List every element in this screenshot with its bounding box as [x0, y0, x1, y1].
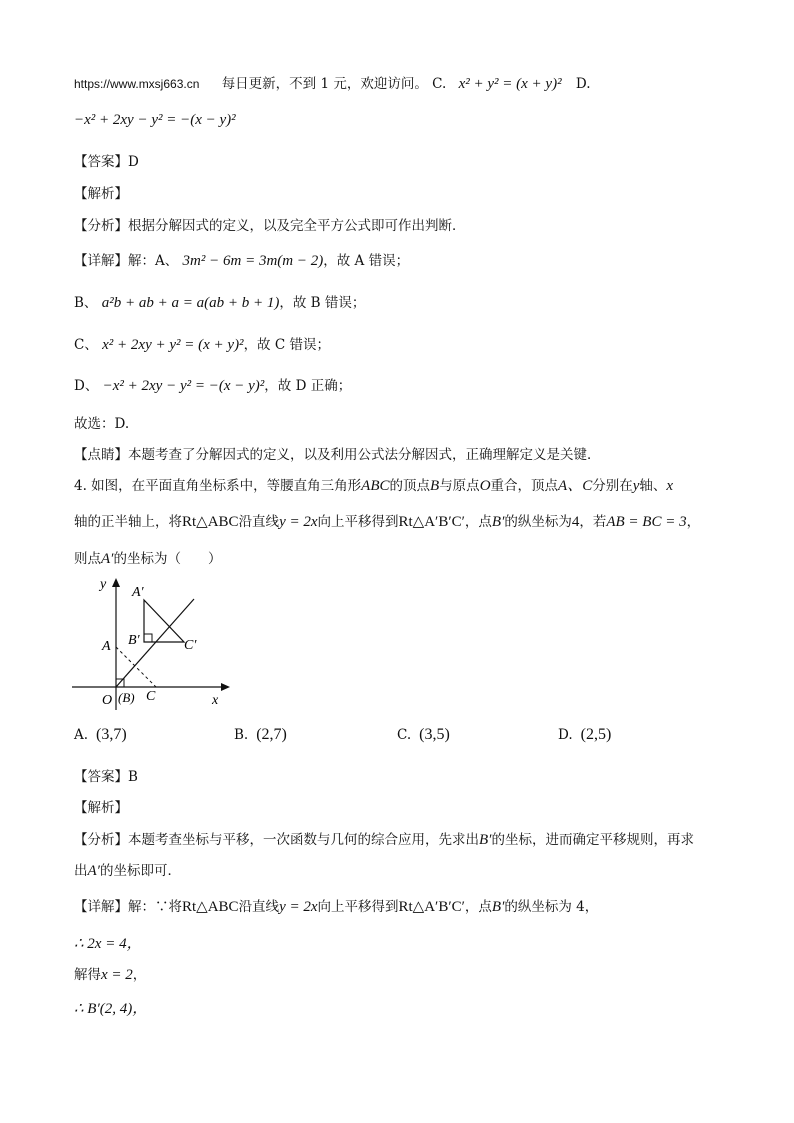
fenxi-tag: 【分析】: [74, 832, 128, 848]
tail-b: ，故 B 错误；: [279, 295, 366, 311]
dianjing-text: 本题考查了分解因式的定义，以及利用公式法分解因式，正确理解定义是关键．: [128, 447, 601, 463]
q3-detail-d: [74, 374, 351, 395]
fenxi-tag: 【分析】: [74, 218, 128, 234]
tail-c: ，故 C 错误；: [243, 337, 330, 353]
stem-text: ，: [686, 514, 701, 530]
site-url: https://www.mxsj663.cn: [74, 77, 200, 91]
line-equation: y = 2x: [279, 899, 318, 915]
header-line: [74, 72, 591, 93]
option-c-expr: x² + y² = (x + y)²: [458, 76, 562, 92]
detail-text: 沿直线: [238, 899, 280, 915]
q4-analysis-tag: [74, 796, 128, 816]
q4-step1: [74, 932, 142, 953]
dianjing-tag: 【点睛】: [74, 447, 128, 463]
q4-answer: [74, 765, 138, 785]
expr-b: a²b + ab + a = a(ab + b + 1): [101, 295, 280, 311]
option-value: (3,5): [419, 726, 450, 743]
option-c-label: C.: [432, 76, 447, 92]
value-four: 4: [571, 514, 580, 530]
option-d-label: D.: [575, 76, 591, 92]
tail-d: ，故 D 正确；: [264, 378, 352, 394]
q4-stem-line1: [74, 474, 673, 495]
label-x: x: [212, 693, 219, 708]
answer-value: B: [128, 769, 138, 785]
point-b: B: [430, 478, 440, 494]
point-b-prime: B′: [491, 899, 505, 915]
lead-b: B、: [74, 295, 98, 311]
q4-detail: [74, 895, 598, 916]
stem-text: 的顶点: [389, 478, 431, 494]
point-b-prime: B′: [491, 514, 505, 530]
analysis-tag: 【解析】: [74, 800, 128, 816]
stem-text: ，点: [464, 514, 492, 530]
site-slogan: 每日更新，不到 1 元，欢迎访问。: [221, 76, 428, 92]
x-axis-name: x: [666, 478, 674, 494]
label-y: y: [100, 577, 107, 592]
option-d-expr-line: [74, 112, 236, 129]
stem-text: 重合，顶点: [490, 478, 559, 494]
detail-tag: 【详解】: [74, 899, 128, 915]
option-b[interactable]: [234, 726, 287, 744]
triangle-a-prime-b-prime-c-prime: [144, 600, 184, 642]
rt-triangle-abc: Rt△ABC: [182, 514, 239, 530]
rt-triangle-abc-prime: Rt△A′B′C′: [398, 899, 465, 915]
fenxi-text: 根据分解因式的定义，以及完全平方公式即可作出判断．: [128, 218, 466, 234]
q3-fenxi: [74, 214, 466, 234]
point-o: O: [479, 478, 491, 494]
y-axis-arrow: [112, 578, 120, 587]
step-text: ，: [132, 967, 147, 983]
x-axis-arrow: [221, 683, 230, 691]
choose-text: 故选：D.: [74, 416, 130, 432]
step-text: 解得: [74, 967, 101, 983]
q4-fenxi-line1: [74, 828, 694, 849]
option-a[interactable]: [74, 726, 127, 744]
coordinate-figure: [66, 570, 246, 715]
step-text: ∴ 2x = 4，: [74, 936, 142, 952]
option-value: (2,5): [580, 726, 612, 743]
label-c: C: [146, 689, 156, 704]
fenxi-text: 的坐标，进而确定平移规则，再求: [491, 832, 694, 848]
stem-text: ，若: [579, 514, 607, 530]
option-label: D.: [558, 727, 573, 743]
option-label: B.: [234, 727, 249, 743]
detail-text: ，点: [464, 899, 492, 915]
option-value: (2,7): [256, 726, 287, 743]
fenxi-text: 的坐标即可．: [99, 863, 181, 879]
stem-text: 与原点: [439, 478, 480, 494]
option-value: (3,7): [96, 726, 127, 743]
expr-d: −x² + 2xy − y² = −(x − y)²: [102, 378, 265, 394]
stem-text: 分别在: [592, 478, 633, 494]
fenxi-text: 出: [74, 863, 88, 879]
detail-lead: 解：A、: [128, 253, 179, 269]
answer-value: D: [128, 154, 139, 170]
option-d[interactable]: [558, 726, 611, 744]
label-b-prime: B′: [128, 633, 140, 648]
option-label: C.: [397, 727, 412, 743]
expr-a: 3m² − 6m = 3m(m − 2): [182, 253, 324, 269]
q3-detail-c: [74, 333, 330, 354]
answer-tag: 【答案】: [74, 154, 128, 170]
stem-text: 轴、: [639, 478, 667, 494]
point-b-prime: B′: [479, 832, 492, 848]
right-angle-mark-b-prime: [144, 634, 152, 642]
rt-triangle-abc-prime: Rt△A′B′C′: [398, 514, 465, 530]
q3-detail-b: [74, 291, 365, 312]
label-a: A: [102, 639, 111, 654]
step-text: ∴ B′(2, 4)，: [74, 1001, 148, 1017]
stem-text: 的纵坐标为: [504, 514, 572, 530]
option-c[interactable]: [397, 726, 450, 744]
q3-dianjing: [74, 443, 601, 463]
stem-text: 4. 如图，在平面直角坐标系中，等腰直角三角形: [74, 478, 362, 494]
detail-text: 解：∵将: [128, 899, 182, 915]
q3-detail-a: [74, 249, 409, 270]
stem-text: 向上平移得到: [317, 514, 399, 530]
y-axis-name: y: [632, 478, 640, 494]
q4-step2: [74, 963, 146, 984]
line-equation: y = 2x: [279, 514, 318, 530]
stem-text: 沿直线: [238, 514, 280, 530]
option-d-expr: −x² + 2xy − y² = −(x − y)²: [74, 112, 236, 128]
expr-c: x² + 2xy + y² = (x + y)²: [102, 337, 244, 353]
stem-text: 轴的正半轴上，将: [74, 514, 182, 530]
rt-triangle-abc: Rt△ABC: [182, 899, 239, 915]
tail-a: ，故 A 错误；: [323, 253, 410, 269]
q3-analysis-tag: [74, 182, 128, 202]
label-b: (B): [118, 690, 135, 705]
q4-stem-line2: [74, 510, 700, 531]
lead-d: D、: [74, 378, 99, 394]
label-o: O: [102, 693, 113, 708]
analysis-tag: 【解析】: [74, 186, 128, 202]
q4-fenxi-line2: [74, 859, 181, 880]
q3-choose: [74, 412, 129, 432]
q3-answer: [74, 150, 139, 170]
detail-text: 的纵坐标为 4，: [504, 899, 599, 915]
detail-text: 向上平移得到: [317, 899, 399, 915]
fenxi-text: 本题考查坐标与平移，一次函数与几何的综合应用，先求出: [128, 832, 479, 848]
lead-c: C、: [74, 337, 98, 353]
detail-tag: 【详解】: [74, 253, 128, 269]
q4-step3: [74, 997, 147, 1018]
label-a-prime: A′: [132, 585, 144, 600]
label-c-prime: C′: [184, 638, 197, 653]
point-a-prime: A′: [87, 863, 100, 879]
q4-stem-line3: [74, 547, 221, 568]
triangle-abc: ABC: [361, 478, 390, 494]
point-a-prime: A′: [101, 551, 114, 567]
ab-equation: AB = BC = 3: [606, 514, 687, 530]
option-label: A.: [74, 727, 89, 743]
stem-text: 的坐标为（ ）: [113, 551, 222, 567]
step-expr: x = 2: [101, 967, 133, 983]
stem-text: 则点: [74, 551, 101, 567]
answer-tag: 【答案】: [74, 769, 128, 785]
points-ac: A、C: [558, 478, 593, 494]
